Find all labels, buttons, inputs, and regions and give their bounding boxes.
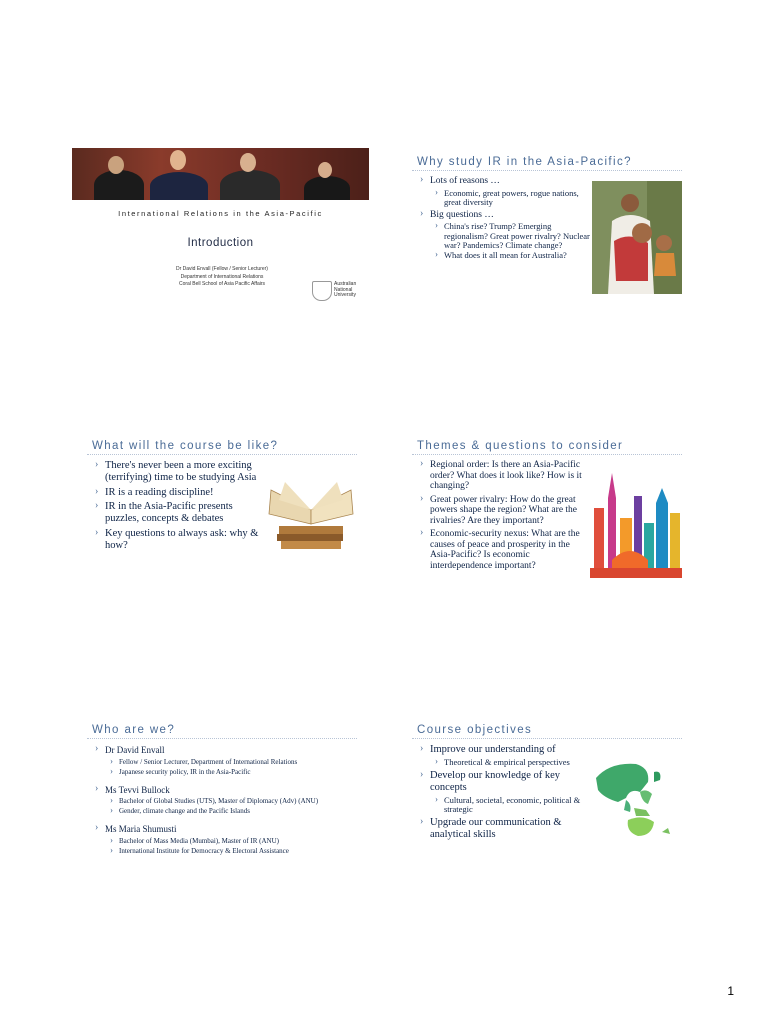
bullet-list xyxy=(412,176,590,260)
author-line: Department of International Relations xyxy=(180,273,264,280)
person-item xyxy=(95,745,385,777)
bullet-list xyxy=(412,744,590,841)
person-details xyxy=(105,797,385,816)
list-item: › Regional order: Is there an Asia-Pacific order? What does it look like? How is it changing? xyxy=(420,460,585,492)
sub-list xyxy=(430,758,590,767)
people-list xyxy=(87,745,385,856)
detail-item: › Bachelor of Mass Media (Mumbai), Master of IR (ANU) xyxy=(110,837,385,846)
page-number: 1 xyxy=(727,984,734,998)
author-line: Coral Bell School of Asia Pacific Affairs xyxy=(178,281,266,287)
list-item: › There's never been a more exciting (terrifying) time to be studying Asia xyxy=(95,460,260,484)
person-head xyxy=(240,153,256,172)
detail-item: › International Institute for Democracy & Electoral Assistance xyxy=(110,847,385,856)
list-item xyxy=(420,744,590,767)
item-text: Improve our understanding of xyxy=(430,744,556,755)
person-head xyxy=(170,150,186,170)
slide-subtitle: Introduction xyxy=(187,237,254,249)
sub-item: › What does it all mean for Australia? xyxy=(435,251,590,260)
logo-line: Australian xyxy=(334,281,357,287)
skyline-illustration xyxy=(590,468,682,578)
logo-text xyxy=(334,282,356,299)
list-item xyxy=(420,770,590,814)
slide-title: Themes & questions to consider xyxy=(412,432,682,455)
sub-item: › China's rise? Trump? Emerging regionalism? Great power rivalry? Nuclear war? Pandemics? Climate change? xyxy=(435,222,590,250)
slide-title: Course objectives xyxy=(412,716,682,739)
slide-who-are-we xyxy=(87,716,387,886)
course-title: International Relations in the Asia-Pacific xyxy=(118,209,323,218)
list-item xyxy=(420,210,590,260)
logo-line: National xyxy=(334,286,353,293)
children-photo xyxy=(592,181,682,294)
sub-list xyxy=(430,796,590,814)
detail-item: › Bachelor of Global Studies (UTS), Master of Diplomacy (Adv) (ANU) xyxy=(110,797,385,806)
leaders-photo xyxy=(72,148,369,200)
list-item: › Economic-security nexus: What are the causes of peace and prosperity in the Asia-Pacific? Is economic interdependence important? xyxy=(420,529,585,571)
slide-title xyxy=(72,148,372,318)
bullet-list xyxy=(87,460,260,552)
item-text: Develop our knowledge of key concepts xyxy=(430,770,561,793)
slide-course-like xyxy=(87,432,387,602)
detail-item: › Japanese security policy, IR in the Asia-Pacific xyxy=(110,768,385,777)
person-silhouette xyxy=(150,172,208,200)
person-details xyxy=(105,837,385,856)
slide-title: Why study IR in the Asia-Pacific? xyxy=(412,148,682,171)
list-item: › Great power rivalry: How do the great powers shape the region? What are the rivalries? Are they important? xyxy=(420,495,585,527)
person-item xyxy=(95,785,385,817)
map-illustration xyxy=(590,758,690,840)
slide-why-study xyxy=(412,148,712,318)
detail-item: › Gender, climate change and the Pacific Islands xyxy=(110,807,385,816)
person-head xyxy=(108,156,124,174)
person-silhouette xyxy=(220,170,280,200)
person-details xyxy=(105,758,385,777)
item-text: Big questions … xyxy=(430,209,494,220)
slide-themes xyxy=(412,432,712,602)
anu-logo xyxy=(312,281,367,303)
bullet-list xyxy=(412,460,585,571)
books-image xyxy=(265,480,357,552)
open-book-illustration xyxy=(265,480,357,552)
slide-objectives xyxy=(412,716,712,886)
person-name: Ms Tevvi Bullock xyxy=(105,784,170,795)
person-head xyxy=(318,162,332,178)
asia-pacific-map-image xyxy=(590,758,690,840)
crest-icon xyxy=(312,281,332,301)
item-text: Lots of reasons … xyxy=(430,176,500,186)
sub-item: › Cultural, societal, economic, political & strategic xyxy=(435,796,590,814)
list-item: › IR in the Asia-Pacific presents puzzles, concepts & debates xyxy=(95,501,260,525)
person-item xyxy=(95,824,385,856)
person-silhouette xyxy=(304,176,350,200)
detail-item: › Fellow / Senior Lecturer, Department of International Relations xyxy=(110,758,385,767)
person-name: Dr David Envall xyxy=(105,745,165,755)
person-name: Ms Maria Shumusti xyxy=(105,824,177,834)
children-illustration xyxy=(592,181,682,294)
author-line: Dr David Envall (Fellow / Senior Lecturer) xyxy=(176,266,268,272)
sub-item: › Theoretical & empirical perspectives xyxy=(435,758,590,767)
list-item: › IR is a reading discipline! xyxy=(95,487,260,499)
author-block xyxy=(142,266,302,289)
slide-title: What will the course be like? xyxy=(87,432,357,455)
sub-list xyxy=(430,222,590,260)
slide-title: Who are we? xyxy=(87,716,357,739)
logo-line: University xyxy=(334,292,356,299)
list-item: › Key questions to always ask: why & how? xyxy=(95,528,260,552)
city-skyline-image xyxy=(590,468,682,578)
list-item: › Upgrade our communication & analytical skills xyxy=(420,817,590,841)
sub-item: › Economic, great powers, rogue nations, great diversity xyxy=(435,189,590,207)
list-item xyxy=(420,176,590,207)
person-silhouette xyxy=(94,170,144,200)
sub-list xyxy=(430,189,590,207)
